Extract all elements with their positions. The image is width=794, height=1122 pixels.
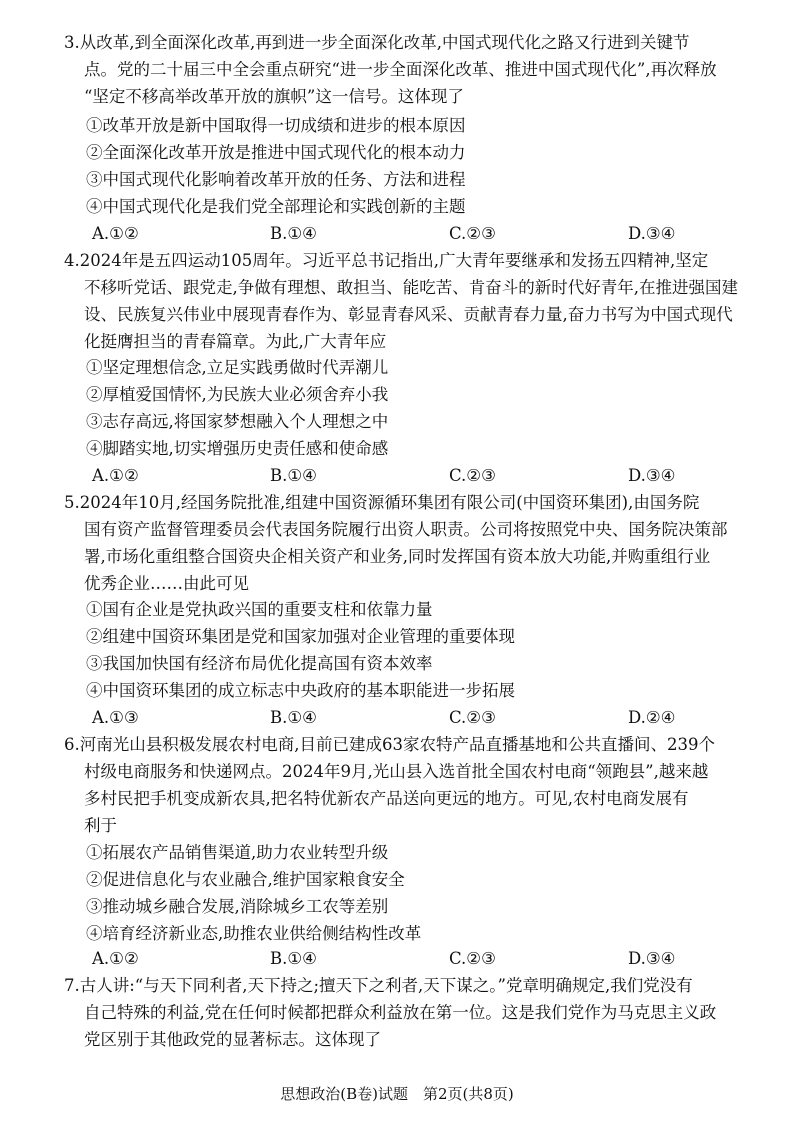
answer-choice-b: B.①④ xyxy=(270,708,317,727)
question-stem-line: 利于 xyxy=(84,816,117,835)
question-stem-line: 化挺膺担当的青春篇章。为此,广大青年应 xyxy=(84,332,387,351)
answer-choice-d: D.③④ xyxy=(628,949,676,968)
answer-choice-d: D.③④ xyxy=(628,466,676,485)
statement-option: ①坚定理想信念,立足实践勇做时代弄潮儿 xyxy=(86,358,389,377)
question-stem-line: 优秀企业……由此可见 xyxy=(84,574,249,593)
question-stem-line: 党区别于其他政党的显著标志。这体现了 xyxy=(84,1030,381,1049)
answer-choice-a: A.①② xyxy=(92,224,139,243)
statement-option: ④培育经济新业态,助推农业供给侧结构性改革 xyxy=(86,924,422,943)
statement-option: ③我国加快国有经济布局优化提高国有资本效率 xyxy=(86,654,433,673)
statement-option: ②组建中国资环集团是党和国家加强对企业管理的重要体现 xyxy=(86,627,515,646)
question-stem-line: 村级电商服务和快递网点。2024年9月,光山县入选首批全国农村电商“领跑县”,越来越 xyxy=(84,762,709,781)
question-stem-line: 4.2024年是五四运动105周年。习近平总书记指出,广大青年要继承和发扬五四精神,坚定 xyxy=(64,251,709,270)
answer-choice-c: C.②③ xyxy=(449,466,496,485)
question-stem-line: “坚定不移高举改革开放的旗帜”这一信号。这体现了 xyxy=(84,87,464,106)
question-stem-line: 5.2024年10月,经国务院批准,组建中国资源循环集团有限公司(中国资环集团),由国务院 xyxy=(64,493,700,512)
statement-option: ③中国式现代化影响着改革开放的任务、方法和进程 xyxy=(86,170,466,189)
statement-option: ①改革开放是新中国取得一切成绩和进步的根本原因 xyxy=(86,116,466,135)
statement-option: ②全面深化改革开放是推进中国式现代化的根本动力 xyxy=(86,143,466,162)
question-stem-line: 多村民把手机变成新农具,把名特优新农产品送向更远的地方。可见,农村电商发展有 xyxy=(84,789,689,808)
page-footer: 思想政治(B卷)试题 第2页(共8页) xyxy=(280,1085,514,1103)
question-stem-line: 6.河南光山县积极发展农村电商,目前已建成63家农特产品直播基地和公共直播间、239个 xyxy=(64,735,715,754)
answer-choice-d: D.②④ xyxy=(628,708,676,727)
statement-option: ③推动城乡融合发展,消除城乡工农等差别 xyxy=(86,897,389,916)
answer-choice-c: C.②③ xyxy=(449,224,496,243)
question-stem-line: 点。党的二十届三中全会重点研究“进一步全面深化改革、推进中国式现代化”,再次释放 xyxy=(84,60,717,79)
statement-option: ④中国资环集团的成立标志中央政府的基本职能进一步拓展 xyxy=(86,681,515,700)
answer-choice-a: A.①② xyxy=(92,949,139,968)
statement-option: ③志存高远,将国家梦想融入个人理想之中 xyxy=(86,412,389,431)
answer-choice-b: B.①④ xyxy=(270,466,317,485)
answer-choice-a: A.①② xyxy=(92,466,139,485)
statement-option: ②促进信息化与农业融合,维护国家粮食安全 xyxy=(86,870,405,889)
statement-option: ④中国式现代化是我们党全部理论和实践创新的主题 xyxy=(86,197,466,216)
statement-option: ④脚踏实地,切实增强历史责任感和使命感 xyxy=(86,439,389,458)
question-stem-line: 7.古人讲:“与天下同利者,天下持之;擅天下之利者,天下谋之。”党章明确规定,我们党没有 xyxy=(64,976,693,995)
question-stem-line: 设、民族复兴伟业中展现青春作为、彰显青春风采、贡献青春力量,奋力书写为中国式现代 xyxy=(84,305,733,324)
question-stem-line: 自己特殊的利益,党在任何时候都把群众利益放在第一位。这是我们党作为马克思主义政 xyxy=(84,1003,717,1022)
statement-option: ②厚植爱国情怀,为民族大业必须舍弃小我 xyxy=(86,385,389,404)
question-stem-line: 3.从改革,到全面深化改革,再到进一步全面深化改革,中国式现代化之路又行进到关键节 xyxy=(64,33,690,52)
answer-choice-a: A.①③ xyxy=(92,708,139,727)
answer-choice-d: D.③④ xyxy=(628,224,676,243)
question-stem-line: 不移听党话、跟党走,争做有理想、敢担当、能吃苦、肯奋斗的新时代好青年,在推进强国建 xyxy=(84,278,738,297)
statement-option: ①拓展农产品销售渠道,助力农业转型升级 xyxy=(86,843,389,862)
statement-option: ①国有企业是党执政兴国的重要支柱和依靠力量 xyxy=(86,600,433,619)
question-stem-line: 国有资产监督管理委员会代表国务院履行出资人职责。公司将按照党中央、国务院决策部 xyxy=(84,520,728,539)
question-stem-line: 署,市场化重组整合国资央企相关资产和业务,同时发挥国有资本放大功能,并购重组行业 xyxy=(84,547,711,566)
answer-choice-c: C.②③ xyxy=(449,949,496,968)
answer-choice-b: B.①④ xyxy=(270,224,317,243)
answer-choice-c: C.②③ xyxy=(449,708,496,727)
answer-choice-b: B.①④ xyxy=(270,949,317,968)
